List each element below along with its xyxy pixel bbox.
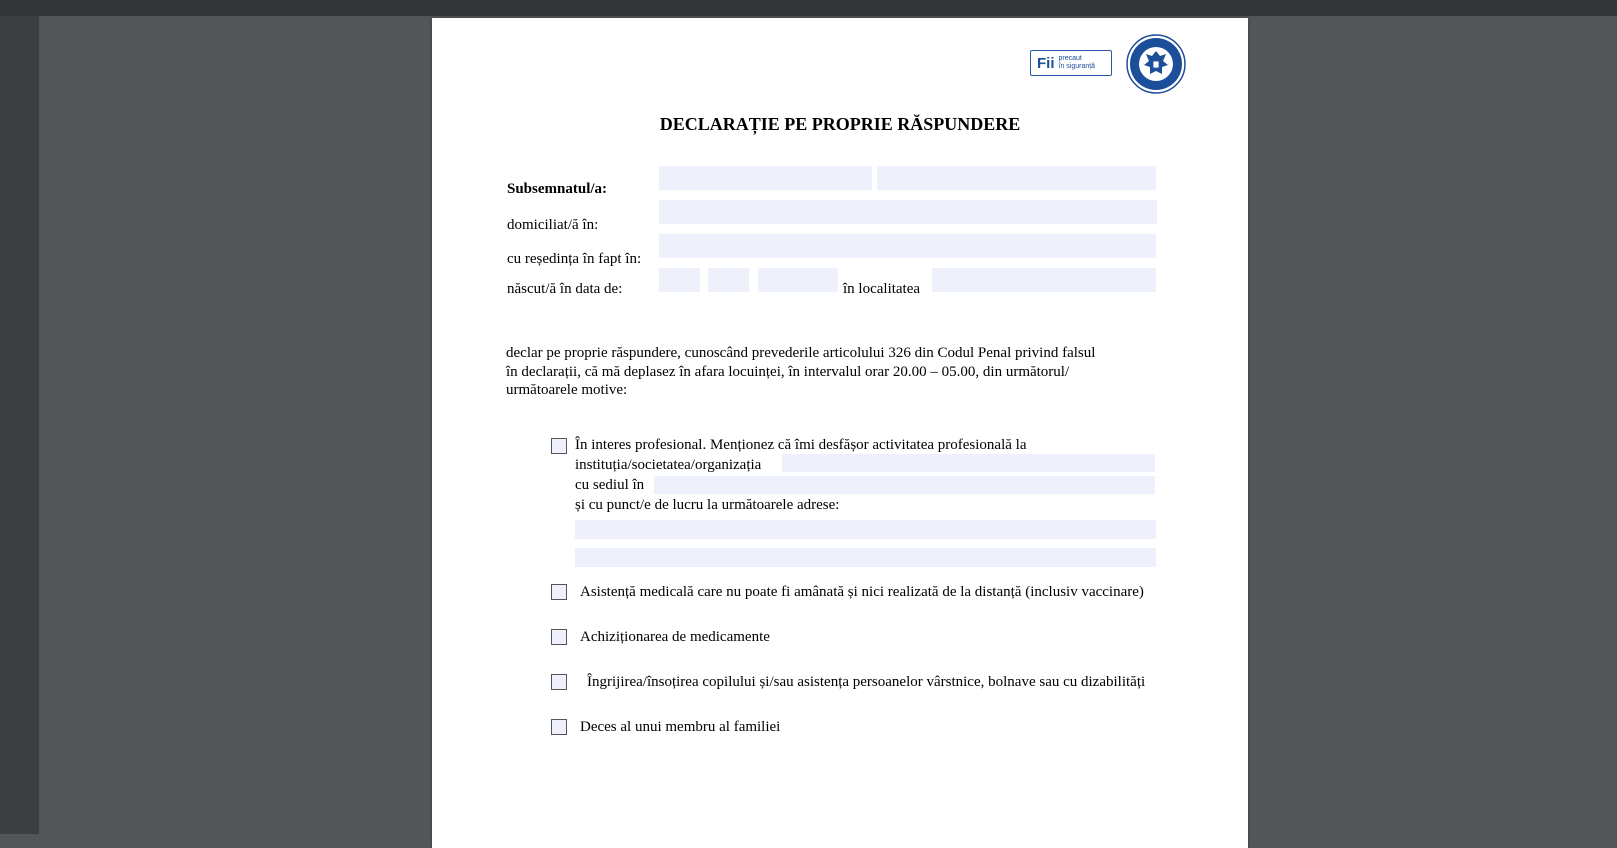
label-domiciliat: domiciliat/ă în: (507, 217, 599, 233)
viewer-sidebar (0, 16, 39, 834)
residence-address-field[interactable] (659, 234, 1156, 258)
label-subsemnatul: Subsemnatul/a: (507, 181, 608, 197)
option-medical-assistance: Asistență medicală care nu poate fi amânată și nici realizată de la distanță (inclusiv vaccinare) (580, 584, 1144, 600)
label-localitatea: în localitatea (843, 281, 921, 297)
checkbox-professional[interactable] (551, 438, 567, 454)
checkbox-death-in-family[interactable] (551, 719, 567, 735)
label-resedinta: cu reședința în fapt în: (507, 251, 642, 267)
pdf-page (432, 18, 1248, 848)
option-professional-line1: În interes profesional. Menționez că îmi desfășor activitatea profesională la (575, 437, 1027, 453)
checkbox-care[interactable] (551, 674, 567, 690)
fii-logo-subtitle: precaut în siguranță (1058, 55, 1096, 70)
birth-month-field[interactable] (708, 268, 749, 292)
work-address-field-1[interactable] (575, 520, 1156, 539)
viewer-toolbar (0, 0, 1617, 16)
option-professional-line4: și cu punct/e de lucru la următoarele adrese: (575, 497, 840, 513)
work-address-field-2[interactable] (575, 548, 1156, 567)
page-title: DECLARAȚIE PE PROPRIE RĂSPUNDERE (659, 114, 1021, 134)
first-name-field[interactable] (877, 166, 1156, 190)
declaration-paragraph: declar pe proprie răspundere, cunoscând prevederile articolului 326 din Codul Penal privind falsul în declarații, că mă deplasez în afara locuinței, în intervalul orar 20.00 – 05.00, din următorul/ următoarele motive: (506, 345, 1096, 398)
fii-logo-text: Fii (1037, 54, 1055, 72)
option-death-in-family: Deces al unui membru al familiei (580, 719, 781, 735)
option-professional-line3: cu sediul în (575, 477, 645, 493)
birth-year-field[interactable] (758, 268, 838, 292)
option-professional-line2: instituția/societatea/organizația (575, 457, 762, 473)
last-name-field[interactable] (659, 166, 872, 190)
institution-field[interactable] (782, 454, 1155, 472)
birth-day-field[interactable] (659, 268, 700, 292)
checkbox-medication[interactable] (551, 629, 567, 645)
option-care: Îngrijirea/însoțirea copilului și/sau asistența persoanelor vârstnice, bolnave sau cu dizabilități (587, 674, 1146, 690)
label-nascut: născut/ă în data de: (507, 281, 623, 297)
institution-headquarters-field[interactable] (654, 476, 1155, 494)
birth-locality-field[interactable] (932, 268, 1156, 292)
fii-precaut-logo (1030, 50, 1112, 76)
domicile-address-field[interactable] (659, 200, 1157, 224)
checkbox-medical-assistance[interactable] (551, 584, 567, 600)
government-seal-icon (1126, 34, 1186, 94)
option-medication: Achiziționarea de medicamente (580, 629, 770, 645)
